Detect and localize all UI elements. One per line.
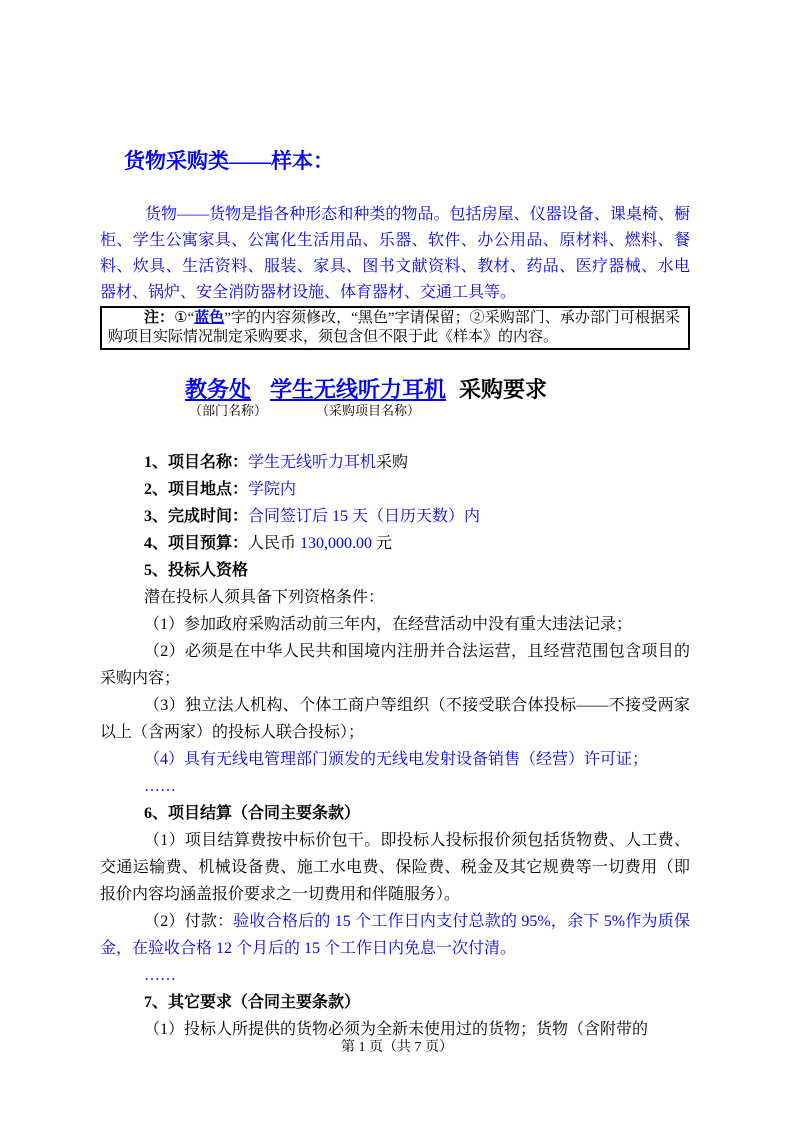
text-segment: 潜在投标人须具备下列资格条件：	[144, 589, 385, 606]
text-segment: 人民币	[248, 535, 301, 552]
text-segment: 验收合格后的 15 个工作日内支付总款的 95%，余下 5%作为质保金，在验收合格 12 个月后的 15 个工作日内免息一次付清。	[100, 913, 690, 957]
doc-category-title: 货物采购类——样本：	[124, 149, 334, 173]
text-segment: （1）投标人所提供的货物必须为全新未使用过的货物；货物（含附带的	[144, 1021, 649, 1038]
text-segment: ……	[144, 778, 176, 795]
text-segment: 元	[372, 535, 393, 552]
text-segment: ……	[144, 967, 176, 984]
text-segment: 合同签订后 15 天（日历天数）内	[248, 508, 481, 525]
text-segment: （2）付款：	[144, 913, 234, 930]
project-heading	[68, 377, 658, 419]
text-segment: （1）参加政府采购活动前三年内，在经营活动中没有重大违法记录；	[144, 616, 633, 633]
text-segment: 2、项目地点：	[144, 481, 249, 498]
text-segment: 3、完成时间：	[144, 508, 249, 525]
paragraph	[100, 449, 690, 476]
text-segment: ①“	[174, 310, 195, 326]
text-segment: 6、项目结算（合同主要条款）	[144, 805, 361, 822]
paragraph	[100, 584, 690, 611]
paragraph	[100, 476, 690, 503]
paragraph	[100, 557, 690, 584]
text-segment: 货物——货物是指各种形态和种类的物品。包括房屋、仪器设备、课桌椅、橱柜、学生公寓家具、公寓化生活用品、乐器、软件、办公用品、原材料、燃料、餐料、炊具、生活资料、服装、家具、图书文献资料、教材、药品、医疗器械、水电器材、锅炉、安全消防器材设施、体育器材、交通工具等。	[100, 206, 690, 301]
text-segment: 学生无线听力耳机	[248, 454, 377, 471]
note-paragraph	[108, 309, 680, 347]
heading-label: 教务处	[184, 377, 251, 402]
paragraph	[100, 908, 690, 962]
paragraph	[100, 503, 690, 530]
text-segment: 采购	[376, 454, 409, 471]
paragraph	[100, 611, 690, 638]
heading-part	[270, 377, 446, 419]
text-segment: 130,000.00	[300, 535, 373, 552]
paragraph	[100, 638, 690, 692]
text-segment: （2）必须是在中华人民共和国境内注册并合法运营，且经营范围包含项目的采购内容；	[100, 643, 690, 687]
text-segment: 1、项目名称：	[144, 454, 249, 471]
page-number: 第 1 页（共 7 页）	[341, 1040, 453, 1055]
text-segment: 蓝色	[194, 310, 225, 326]
text-segment: （3）独立法人机构、个体工商户等组织（不接受联合体投标——不接受两家以上（含两家）的投标人联合投标）；	[100, 697, 690, 741]
text-segment: ”字的内容须修改，“黑色”字请保留；②采购部门、承办部门可根据采购项目实际情况制定采购要求，须包含但不限于此《样本》的内容。	[108, 310, 680, 345]
paragraph	[100, 692, 690, 746]
intro-paragraph	[100, 202, 690, 306]
heading-label: 采购要求	[459, 377, 548, 402]
paragraph	[100, 827, 690, 908]
heading-caption: （部门名称）	[188, 403, 267, 418]
text-segment: （4）具有无线电管理部门颁发的无线电发射设备销售（经营）许可证；	[144, 751, 649, 768]
document-body	[100, 449, 690, 1043]
text-segment: 7、其它要求（合同主要条款）	[144, 994, 361, 1011]
heading-part	[459, 377, 547, 403]
text-segment: 5、投标人资格	[144, 562, 249, 579]
note-box	[100, 306, 690, 350]
text-segment: 注：	[144, 310, 175, 326]
text-segment: 4、项目预算：	[144, 535, 249, 552]
paragraph	[100, 530, 690, 557]
text-segment: （1）项目结算费按中标价包干。即投标人投标报价须包括货物费、人工费、交通运输费、机械设备费、施工水电费、保险费、税金及其它规费等一切费用（即报价内容均涵盖报价要求之一切费用和伴随服务）。	[100, 832, 690, 903]
paragraph	[100, 773, 690, 800]
text-segment: 学院内	[248, 481, 297, 498]
heading-caption: （采购项目名称）	[315, 403, 420, 418]
heading-part	[179, 377, 267, 419]
paragraph	[100, 962, 690, 989]
paragraph	[100, 746, 690, 773]
paragraph	[100, 800, 690, 827]
heading-label: 学生无线听力耳机	[269, 377, 446, 402]
paragraph	[100, 989, 690, 1016]
